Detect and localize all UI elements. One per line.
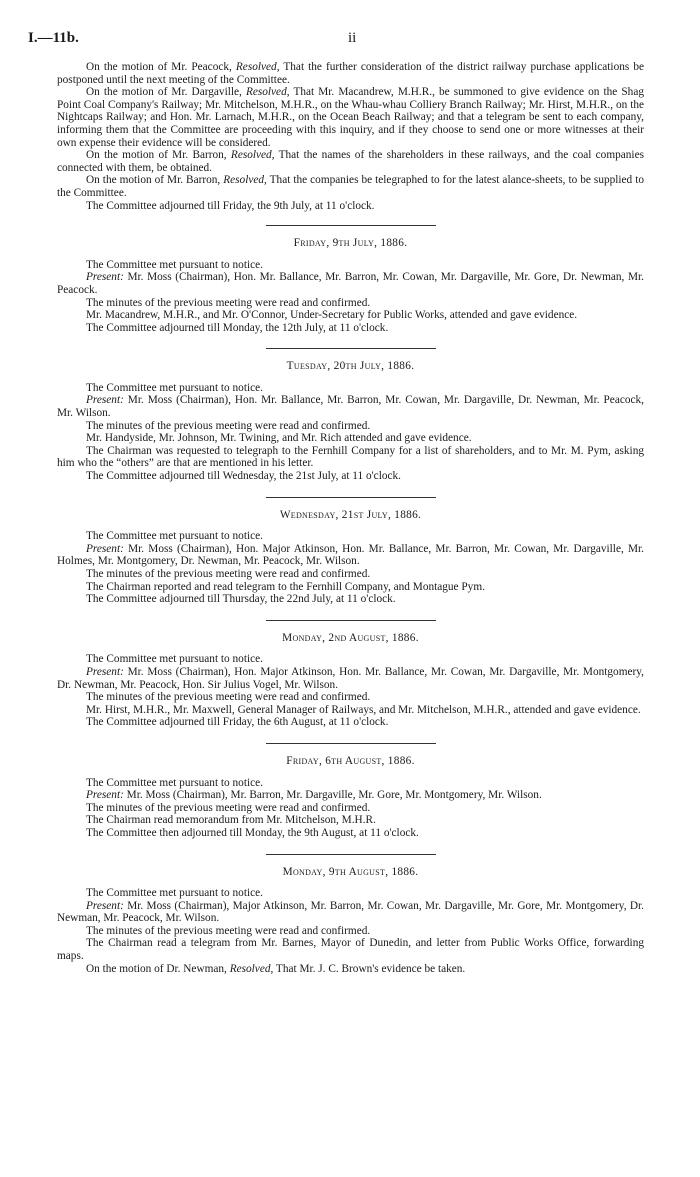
paragraph: The Committee met pursuant to notice.: [86, 776, 263, 789]
attendance-paragraph: Present: Mr. Moss (Chairman), Hon. Major Atkinson, Hon. Mr. Ballance, Mr. Barron, Mr. Cowan, Mr. Dargaville, Mr. Holmes, Mr. Montgomery, Dr. Newman, Mr. Peacock, Mr. Wilson.: [57, 542, 644, 568]
section-divider: [266, 854, 436, 855]
paragraph: The Committee adjourned till Wednesday, the 21st July, at 11 o'clock.: [86, 470, 401, 483]
page-header: [28, 30, 658, 50]
meeting-date-heading: Friday, 9th July, 1886.: [293, 237, 408, 250]
paragraph: The Committee then adjourned till Monday, the 9th August, at 11 o'clock.: [86, 826, 419, 839]
paragraph: The Committee adjourned till Monday, the 12th July, at 11 o'clock.: [86, 321, 389, 334]
paragraph: Mr. Hirst, M.H.R., Mr. Maxwell, General Manager of Railways, and Mr. Mitchelson, M.H.R., attended and gave evidence.: [86, 703, 641, 716]
paragraph: The Committee adjourned till Thursday, the 22nd July, at 11 o'clock.: [86, 593, 396, 606]
attendance-paragraph: Present: Mr. Moss (Chairman), Hon. Mr. Ballance, Mr. Barron, Mr. Cowan, Mr. Dargaville, Mr. Gore, Dr. Newman, Mr. Peacock.: [57, 271, 644, 296]
meeting-date-heading: Friday, 6th August, 1886.: [286, 754, 415, 767]
attendance-paragraph: Present: Mr. Moss (Chairman), Hon. Major Atkinson, Hon. Mr. Ballance, Mr. Cowan, Mr. Dargaville, Mr. Montgomery, Dr. Newman, Mr. Peacock, Hon. Sir Julius Vogel, Mr. Wilson.: [57, 665, 644, 691]
paragraph: The Chairman read memorandum from Mr. Mitchelson, M.H.R.: [86, 814, 376, 827]
paragraph: On the motion of Mr. Barron, Resolved, That the names of the shareholders in these railways, and the coal companies connected with them, be obtained.: [57, 149, 644, 174]
paragraph: The Committee adjourned till Friday, the 9th July, at 11 o'clock.: [86, 199, 375, 212]
section-divider: [266, 497, 436, 498]
paragraph: On the motion of Mr. Peacock, Resolved, That the further consideration of the district railway purchase applications be postponed until the next meeting of the Committee.: [57, 61, 644, 86]
paragraph: The Chairman was requested to telegraph to the Fernhill Company for a list of shareholders, and to Mr. M. Pym, asking him who the “others” are that are mentioned in his letter.: [57, 444, 644, 470]
paragraph: On the motion of Dr. Newman, Resolved, That Mr. J. C. Brown's evidence be taken.: [86, 962, 466, 975]
intro-resolutions: [57, 61, 644, 212]
paragraph: The Committee met pursuant to notice.: [86, 530, 263, 543]
minutes-body: [57, 61, 644, 975]
paragraph: The Committee met pursuant to notice.: [86, 381, 263, 394]
paragraph: The Committee met pursuant to notice.: [86, 887, 263, 900]
paragraph: The Committee met pursuant to notice.: [86, 653, 263, 666]
paragraph: On the motion of Mr. Barron, Resolved, That the companies be telegraphed to for the latest alance-sheets, to be supplied to the Committee.: [57, 174, 644, 199]
paragraph: The minutes of the previous meeting were read and confirmed.: [86, 296, 371, 309]
document-reference: I.—11b.: [28, 30, 79, 46]
meeting-date-heading: Tuesday, 20th July, 1886.: [286, 360, 415, 373]
paragraph: The minutes of the previous meeting were read and confirmed.: [86, 801, 371, 814]
paragraph: The minutes of the previous meeting were read and confirmed.: [86, 924, 371, 937]
paragraph: Mr. Handyside, Mr. Johnson, Mr. Twining, and Mr. Rich attended and gave evidence.: [86, 432, 472, 445]
paragraph: The Chairman read a telegram from Mr. Barnes, Mayor of Dunedin, and letter from Public Works Office, forwarding maps.: [57, 937, 644, 963]
paragraph: The Committee met pursuant to notice.: [86, 258, 263, 271]
paragraph: The Chairman reported and read telegram to the Fernhill Company, and Montague Pym.: [86, 580, 485, 593]
attendance-paragraph: Present: Mr. Moss (Chairman), Hon. Mr. Ballance, Mr. Barron, Mr. Cowan, Mr. Dargaville, Dr. Newman, Mr. Peacock, Mr. Wilson.: [57, 394, 644, 420]
section-divider: [266, 348, 436, 349]
section-divider: [266, 620, 436, 621]
paragraph: On the motion of Mr. Dargaville, Resolved, That Mr. Macandrew, M.H.R., be summoned to give evidence on the Shag Point Coal Company's Railway; Mr. Mitchelson, M.H.R., on the Whau-whau Colliery Branch Railway; Mr. Hirst, M.H.R., on the Nightcaps Railway; and Hon. Mr. Larnach, M.H.R., on the Ocean Beach Railway; and that a telegram be sent to each company, informing them that the Committee are proceeding with this inquiry, and if they choose to send one or more witnesses at their own expense their evidence will be considered.: [57, 86, 644, 149]
meeting-date-heading: Monday, 9th August, 1886.: [282, 865, 419, 878]
section-divider: [266, 225, 436, 226]
attendance-paragraph: Present: Mr. Moss (Chairman), Major Atkinson, Mr. Barron, Mr. Cowan, Mr. Dargaville, Mr. Gore, Mr. Montgomery, Dr. Newman, Mr. Peacock, Mr. Wilson.: [57, 899, 644, 925]
paragraph: The Committee adjourned till Friday, the 6th August, at 11 o'clock.: [86, 716, 389, 729]
section-divider: [266, 743, 436, 744]
paragraph: Mr. Macandrew, M.H.R., and Mr. O'Connor, Under-Secretary for Public Works, attended and gave evidence.: [86, 309, 578, 322]
page-number: ii: [348, 30, 357, 46]
meeting-date-heading: Wednesday, 21st July, 1886.: [279, 508, 422, 521]
paragraph: The minutes of the previous meeting were read and confirmed.: [86, 419, 371, 432]
attendance-paragraph: Present: Mr. Moss (Chairman), Mr. Barron, Mr. Dargaville, Mr. Gore, Mr. Montgomery, Mr. Wilson.: [86, 789, 542, 802]
meeting-date-heading: Monday, 2nd August, 1886.: [282, 631, 419, 644]
paragraph: The minutes of the previous meeting were read and confirmed.: [86, 568, 371, 580]
paragraph: The minutes of the previous meeting were read and confirmed.: [86, 691, 371, 704]
